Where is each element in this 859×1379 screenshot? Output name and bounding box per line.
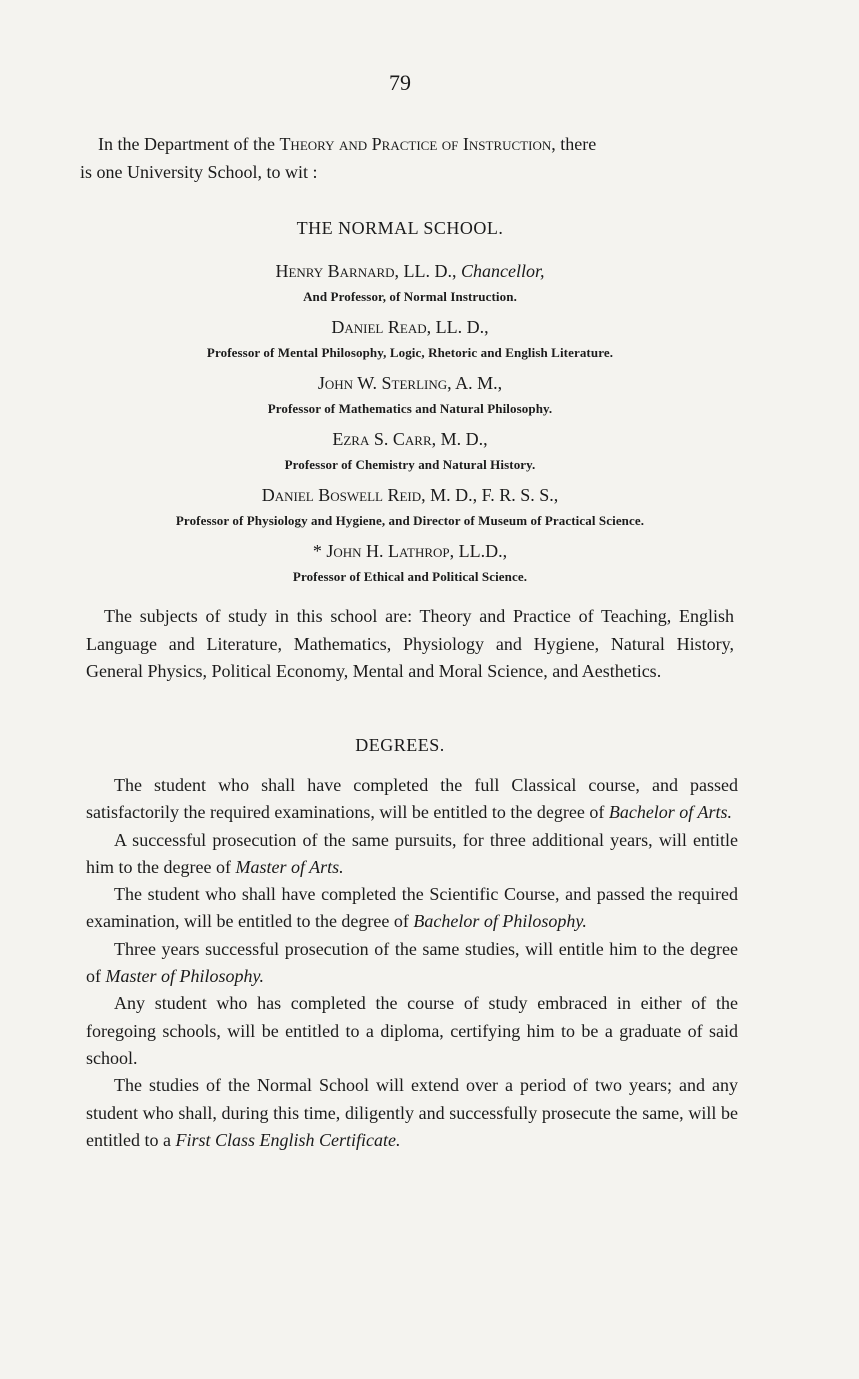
school-heading: THE NORMAL SCHOOL.	[296, 218, 504, 238]
degree-paragraph: The student who shall have completed the Scientific Course, and passed the required examination, will be entitled to the degree of Bachelor of Philosophy.	[86, 884, 738, 932]
degree-name: Bachelor of Philosophy.	[413, 911, 587, 932]
faculty-title: Professor of Mathematics and Natural Philosophy.	[267, 401, 553, 416]
degree-paragraph: A successful prosecution of the same pursuits, for three additional years, will entitle him to the degree of Master of Arts.	[86, 829, 738, 877]
degrees-heading: DEGREES.	[355, 735, 445, 755]
faculty-member	[80, 368, 740, 424]
intro-line-1	[80, 131, 722, 159]
faculty-role: Chancellor,	[461, 261, 545, 281]
subjects-paragraph: The subjects of study in this school are: Theory and Practice of Teaching, English Language and Literature, Mathematics, Physiology and Hygiene, Natural History, General Physics, Political Economy, Mental and Moral Science, and Aesthetics.	[86, 606, 734, 681]
degree-paragraph: Three years successful prosecution of the same studies, will entitle him to the degree of Master of Philosophy.	[86, 938, 738, 987]
faculty-title: Professor of Physiology and Hygiene, and Director of Museum of Practical Science.	[175, 513, 645, 528]
faculty-name: Daniel Read, LL. D.,	[331, 317, 489, 337]
faculty-member	[80, 536, 740, 592]
faculty-name: Ezra S. Carr, M. D.,	[332, 429, 488, 449]
degrees-section	[86, 772, 738, 1154]
page-number: 79	[389, 70, 411, 95]
faculty-list	[80, 256, 740, 592]
faculty-name: John W. Sterling, A. M.,	[317, 373, 503, 393]
faculty-member	[80, 480, 740, 536]
faculty-name: * John H. Lathrop, LL.D.,	[312, 541, 508, 561]
department-name: Theory and Practice of Instruction	[279, 134, 552, 154]
certificate-name: First Class English Certificate.	[175, 1129, 401, 1150]
diploma-paragraph: Any student who has completed the course of study embraced in either of the foregoing schools, will be entitled to a diploma, certifying him to be a graduate of said school.	[86, 993, 738, 1068]
faculty-member	[80, 312, 740, 368]
intro-text-end: , there	[551, 134, 597, 154]
intro-line-2: is one University School, to wit :	[80, 161, 318, 182]
faculty-name: Henry Barnard, LL. D., Chancellor,	[275, 261, 545, 281]
degree-name: Master of Philosophy.	[105, 966, 264, 987]
certificate-paragraph: The studies of the Normal School will extend over a period of two years; and any student who shall, during this time, diligently and successfully prosecute the same, will be entitled to a First Class English Certificate.	[86, 1075, 738, 1150]
faculty-member	[80, 424, 740, 480]
faculty-name: Daniel Boswell Reid, M. D., F. R. S. S.,	[261, 485, 559, 505]
degree-name: Bachelor of Arts.	[608, 802, 732, 823]
faculty-member	[80, 256, 740, 312]
faculty-title: Professor of Ethical and Political Science.	[292, 569, 528, 584]
faculty-title: And Professor, of Normal Instruction.	[303, 289, 517, 304]
faculty-title: Professor of Mental Philosophy, Logic, Rhetoric and English Literature.	[206, 345, 614, 360]
intro-paragraph	[80, 131, 722, 186]
degree-paragraph: The student who shall have completed the full Classical course, and passed satisfactorily the required examinations, will be entitled to the degree of Bachelor of Arts.	[86, 775, 738, 823]
degree-name: Master of Arts.	[235, 856, 344, 877]
intro-text-start: In the Department of the	[98, 134, 280, 154]
faculty-title: Professor of Chemistry and Natural History.	[284, 457, 536, 472]
